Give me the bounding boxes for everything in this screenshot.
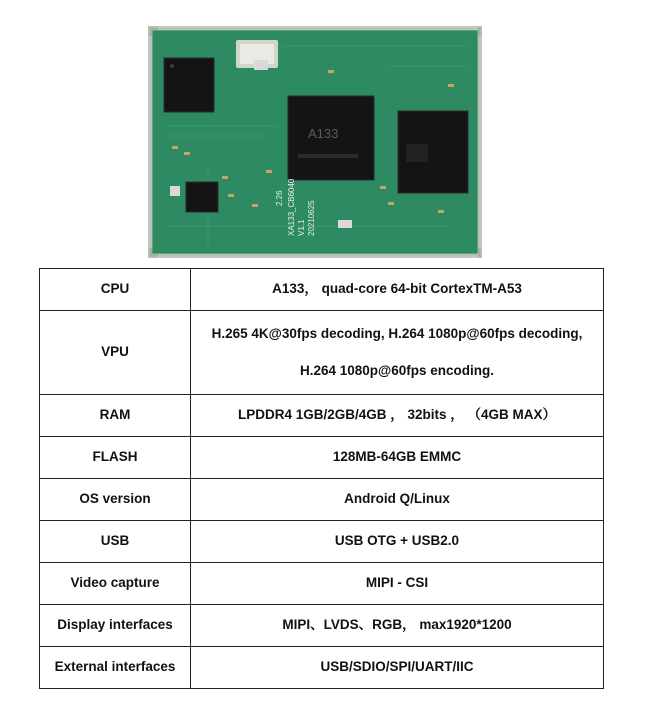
table-row: [40, 395, 604, 437]
table-row: [40, 269, 604, 311]
board-marking-3: 20210625: [307, 200, 316, 236]
board-image: [148, 26, 482, 258]
table-row: [40, 479, 604, 521]
table-row: [40, 563, 604, 605]
table-row: [40, 311, 604, 395]
row-label-video-capture: Video capture: [40, 563, 191, 605]
table-row: [40, 605, 604, 647]
soc-marking: A133: [308, 126, 339, 141]
row-value-usb: USB OTG + USB2.0: [191, 521, 604, 563]
row-label-cpu: CPU: [40, 269, 191, 311]
row-label-ram: RAM: [40, 395, 191, 437]
small-chip: [186, 182, 218, 212]
row-label-os: OS version: [40, 479, 191, 521]
row-value-video-capture: MIPI - CSI: [191, 563, 604, 605]
board-marking-side: 2.26: [275, 190, 284, 206]
board-marking-1: XA133_CB6040: [287, 178, 296, 236]
row-value-os: Android Q/Linux: [191, 479, 604, 521]
board-photo: [148, 26, 482, 258]
table-row: [40, 437, 604, 479]
row-value-display: MIPI、LVDS、RGB， max1920*1200: [191, 605, 604, 647]
spec-table: [39, 268, 604, 689]
row-label-flash: FLASH: [40, 437, 191, 479]
row-label-external: External interfaces: [40, 647, 191, 689]
row-label-display: Display interfaces: [40, 605, 191, 647]
row-value-vpu: H.265 4K@30fps decoding, H.264 1080p@60fps decoding, H.264 1080p@60fps encoding.: [191, 311, 604, 395]
row-value-external: USB/SDIO/SPI/UART/IIC: [191, 647, 604, 689]
row-value-ram: LPDDR4 1GB/2GB/4GB ， 32bits ， （4GB MAX）: [191, 395, 604, 437]
row-value-flash: 128MB-64GB EMMC: [191, 437, 604, 479]
table-row: [40, 647, 604, 689]
row-value-cpu: A133， quad-core 64-bit CortexTM-A53: [191, 269, 604, 311]
row-label-vpu: VPU: [40, 311, 191, 395]
table-row: [40, 521, 604, 563]
board-marking-2: V1.1: [297, 219, 306, 236]
row-label-usb: USB: [40, 521, 191, 563]
